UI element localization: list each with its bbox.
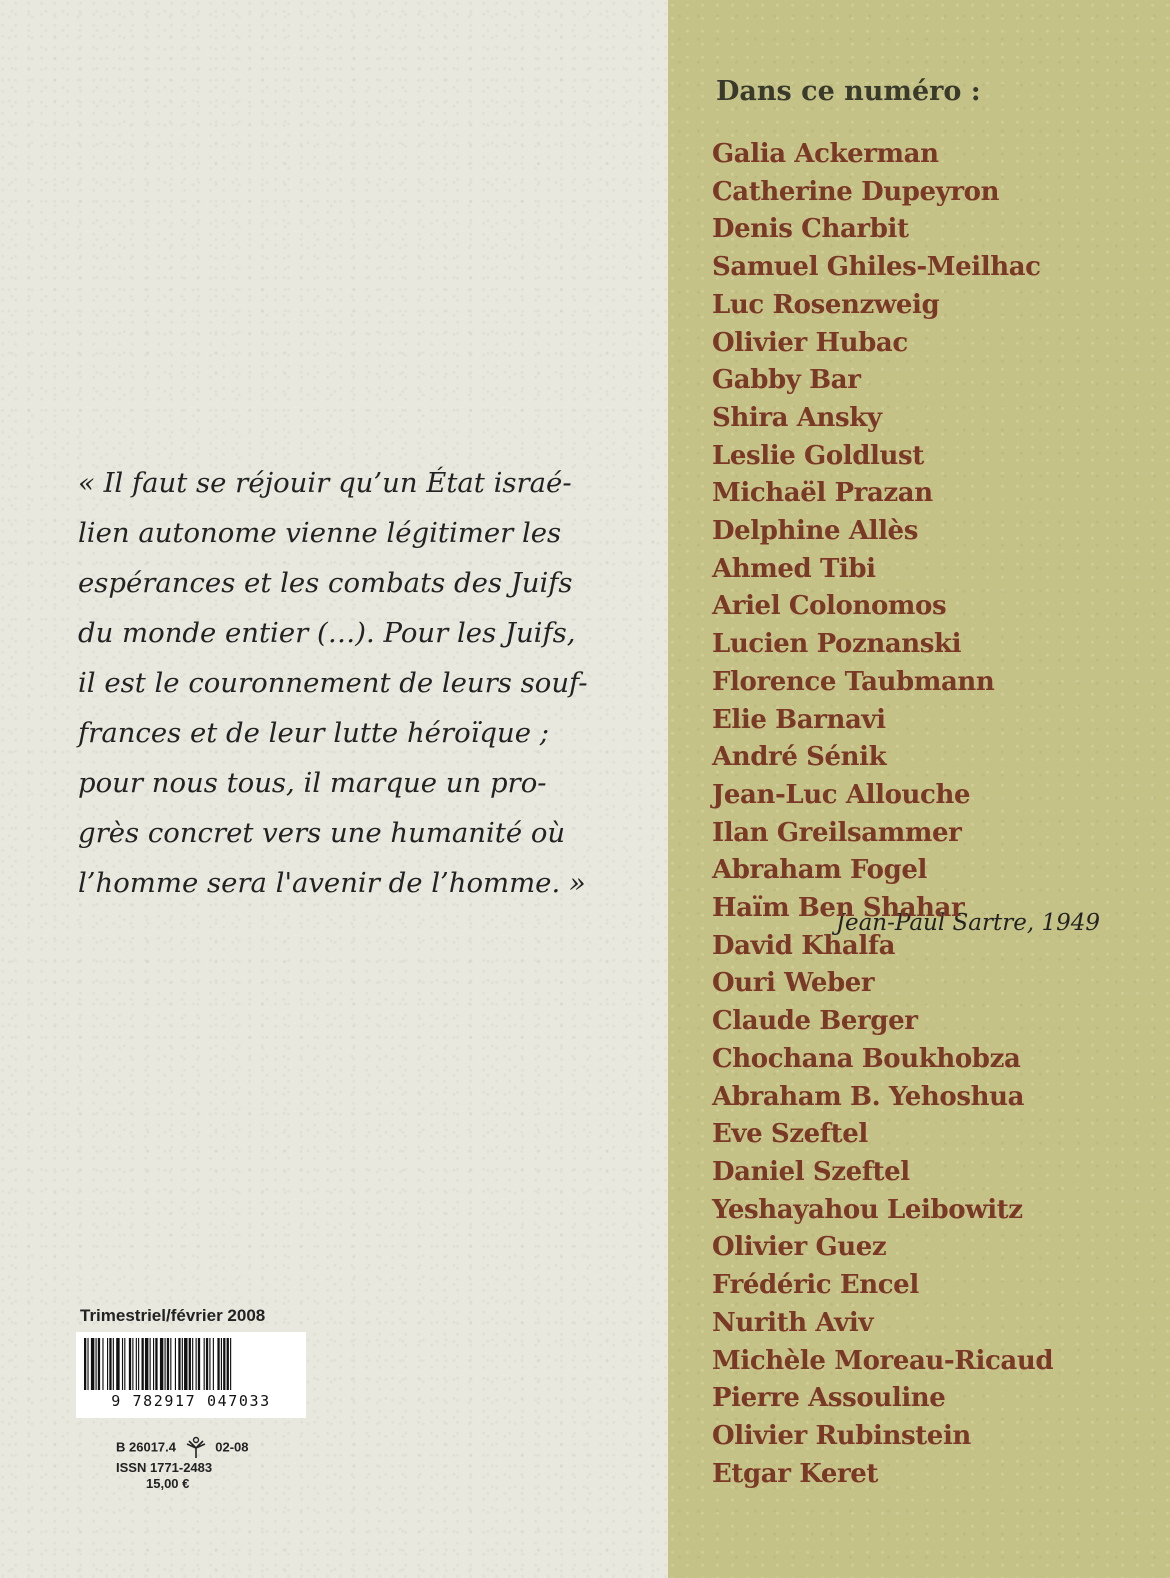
distribution-code: B 26017.4	[116, 1439, 176, 1455]
barcode-bar	[230, 1338, 231, 1390]
contributor-name: Olivier Guez	[712, 1232, 887, 1263]
barcode-bar	[223, 1338, 225, 1390]
barcode-bar	[142, 1338, 144, 1390]
periodicity-label: Trimestriel/février 2008	[80, 1306, 266, 1325]
barcode-bar	[109, 1338, 111, 1390]
contributor-name: Michèle Moreau-Ricaud	[712, 1345, 1054, 1376]
contributor-name: Florence Taubmann	[712, 666, 995, 697]
issue-code: 02-08	[215, 1439, 249, 1455]
contributor-name: Denis Charbit	[712, 214, 909, 245]
barcode-bars	[84, 1338, 298, 1390]
barcode-bar	[138, 1338, 139, 1390]
contributor-name: Shira Ansky	[712, 402, 882, 433]
barcode-bar	[150, 1338, 151, 1390]
barcode-bar	[160, 1338, 163, 1390]
quote-line: frances et de leur lutte héroïque ;	[78, 717, 550, 749]
barcode-bar	[132, 1338, 133, 1390]
barcode-bar	[87, 1338, 88, 1390]
barcode-bar	[122, 1338, 123, 1390]
barcode-bar	[213, 1338, 214, 1390]
quote-line: espérances et les combats des Juifs	[78, 567, 573, 599]
barcode-bar	[204, 1338, 205, 1390]
barcode-bar	[196, 1338, 197, 1390]
barcode-bar	[153, 1338, 154, 1390]
contributor-name: Haïm Ben Shahar	[712, 893, 965, 924]
barcode-bar	[217, 1338, 219, 1390]
barcode-bar	[221, 1338, 222, 1390]
contributor-name: Luc Rosenzweig	[712, 289, 940, 320]
quote-line: pour nous tous, il marque un pro-	[78, 767, 547, 799]
barcode-bar	[91, 1338, 94, 1390]
contributor-name: Lucien Poznanski	[712, 629, 962, 660]
barcode-bar	[113, 1338, 114, 1390]
barcode-bar	[192, 1338, 193, 1390]
barcode-bar	[129, 1338, 131, 1390]
contributor-name: Abraham Fogel	[712, 855, 927, 886]
price: 15,00 €	[146, 1476, 190, 1491]
contributor-name: Delphine Allès	[712, 516, 918, 547]
publication-info	[116, 1436, 296, 1492]
contributor-name: Elie Barnavi	[712, 704, 886, 735]
barcode-bar	[184, 1338, 187, 1390]
code-row	[116, 1436, 296, 1460]
contributor-name: Ahmed Tibi	[712, 553, 876, 584]
contributor-name: Michaël Prazan	[712, 478, 933, 509]
contributor-name: André Sénik	[712, 742, 887, 773]
contributor-name: Etgar Keret	[712, 1458, 879, 1489]
contributor-name: Eve Szeftel	[712, 1119, 868, 1150]
barcode-digits: 9 782917 047033	[111, 1392, 271, 1410]
barcode-bar	[167, 1338, 169, 1390]
barcode-bar	[175, 1338, 176, 1390]
quote-line: l’homme sera l'avenir de l’homme. »	[78, 867, 586, 899]
contributor-name: Chochana Boukhobza	[712, 1043, 1021, 1074]
sartre-quote	[78, 458, 608, 908]
distributor-logo-icon	[184, 1436, 208, 1460]
barcode-bar	[136, 1338, 137, 1390]
barcode-bar	[116, 1338, 119, 1390]
contributor-name: David Khalfa	[712, 930, 896, 961]
barcode	[76, 1332, 306, 1418]
barcode-bar	[189, 1338, 191, 1390]
barcode-bar	[165, 1338, 166, 1390]
barcode-bar	[96, 1338, 97, 1390]
contributor-name: Yeshayahou Leibowitz	[712, 1194, 1023, 1225]
barcode-bar	[98, 1338, 100, 1390]
barcode-bar	[170, 1338, 171, 1390]
contributor-name: Leslie Goldlust	[712, 440, 924, 471]
barcode-bar	[182, 1338, 183, 1390]
barcode-bar	[206, 1338, 208, 1390]
quote-attribution: Jean-Paul Sartre, 1949	[835, 910, 1100, 936]
quote-line: « Il faut se réjouir qu’un État israé-	[78, 467, 572, 499]
contributor-name: Galia Ackerman	[712, 139, 939, 169]
contributor-name: Olivier Hubac	[712, 327, 908, 358]
quote-line: du monde entier (…). Pour les Juifs,	[78, 617, 576, 649]
contributor-name: Nurith Aviv	[712, 1307, 874, 1338]
contributor-name: Ouri Weber	[712, 968, 875, 999]
barcode-bar	[178, 1338, 180, 1390]
barcode-bar	[84, 1338, 86, 1390]
issn: ISSN 1771-2483	[116, 1460, 213, 1475]
contributor-name: Ilan Greilsammer	[712, 817, 962, 848]
contributor-name: Pierre Assouline	[712, 1383, 946, 1414]
contributor-name: Jean-Luc Allouche	[712, 779, 971, 810]
contributor-list	[712, 136, 1053, 1493]
contributor-name: Olivier Rubinstein	[712, 1420, 971, 1451]
barcode-bar	[155, 1338, 157, 1390]
contributor-name: Catherine Dupeyron	[712, 176, 1000, 207]
barcode-bar	[124, 1338, 125, 1390]
contributor-name: Abraham B. Yehoshua	[712, 1081, 1025, 1112]
barcode-bar	[227, 1338, 229, 1390]
quote-line: il est le couronnement de leurs souf-	[78, 667, 588, 699]
contents-heading: Dans ce numéro :	[716, 76, 981, 107]
barcode-bar	[209, 1338, 210, 1390]
barcode-bar	[145, 1338, 148, 1390]
barcode-bar	[102, 1338, 103, 1390]
contributor-name: Frédéric Encel	[712, 1270, 919, 1301]
contributor-name: Samuel Ghiles-Meilhac	[712, 252, 1041, 283]
contributor-name: Ariel Colonomos	[712, 591, 947, 622]
contributor-name: Claude Berger	[712, 1006, 918, 1037]
contributor-name: Daniel Szeftel	[712, 1156, 910, 1187]
barcode-bar	[198, 1338, 200, 1390]
quote-line: lien autonome vienne légitimer les	[78, 517, 562, 549]
barcode-bar	[107, 1338, 108, 1390]
quote-line: grès concret vers une humanité où	[78, 817, 566, 849]
contributor-name: Gabby Bar	[712, 365, 861, 396]
